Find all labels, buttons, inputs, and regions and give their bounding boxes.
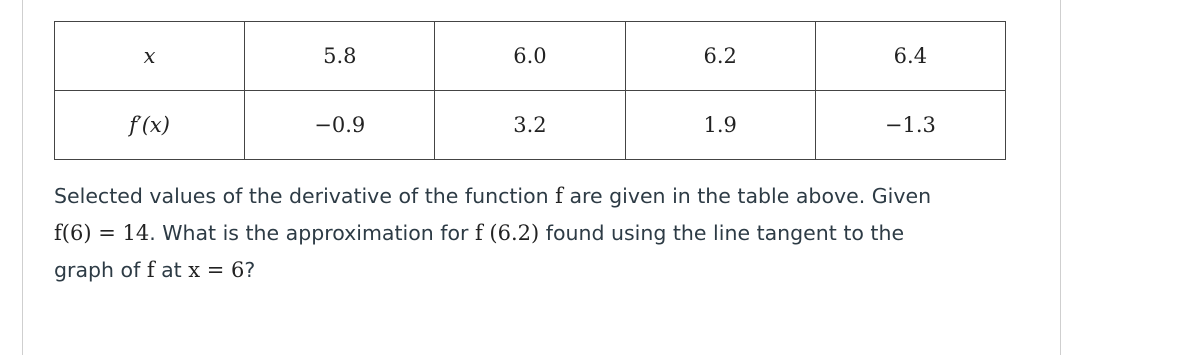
table-header-fprime: f′(x) (55, 91, 245, 160)
question-line2-end: found using the line tangent to the (539, 221, 905, 245)
question-line3-at: at (154, 258, 189, 282)
x-value-3: 6.2 (625, 22, 815, 91)
table-row-fprime (55, 91, 1006, 160)
left-divider (22, 0, 23, 355)
fprime-value-2: 3.2 (435, 91, 625, 160)
question-point: x = 6 (188, 258, 245, 282)
x-value-4: 6.4 (815, 22, 1005, 91)
derivative-values-table (54, 21, 1006, 160)
x-value-1: 5.8 (245, 22, 435, 91)
right-divider (1060, 0, 1061, 355)
question-line3-text: graph of (54, 258, 147, 282)
question-line2-text: . What is the approximation for (149, 221, 475, 245)
question-line1-end: are given in the table above. Given (562, 184, 932, 208)
question-given-value: f(6) = 14 (54, 221, 150, 245)
table-row-x (55, 22, 1006, 91)
x-value-2: 6.0 (435, 22, 625, 91)
table-header-x: x (55, 22, 245, 91)
question-line3-f: f (146, 258, 155, 282)
question-line3-end: ? (244, 258, 256, 282)
question-line1-f: f (555, 184, 563, 208)
fprime-value-4: −1.3 (815, 91, 1005, 160)
fprime-value-3: 1.9 (625, 91, 815, 160)
question-target-value: f (6.2) (474, 221, 540, 245)
question-text (54, 178, 1014, 289)
question-line1-text: Selected values of the derivative of the function (54, 184, 556, 208)
fprime-value-1: −0.9 (245, 91, 435, 160)
